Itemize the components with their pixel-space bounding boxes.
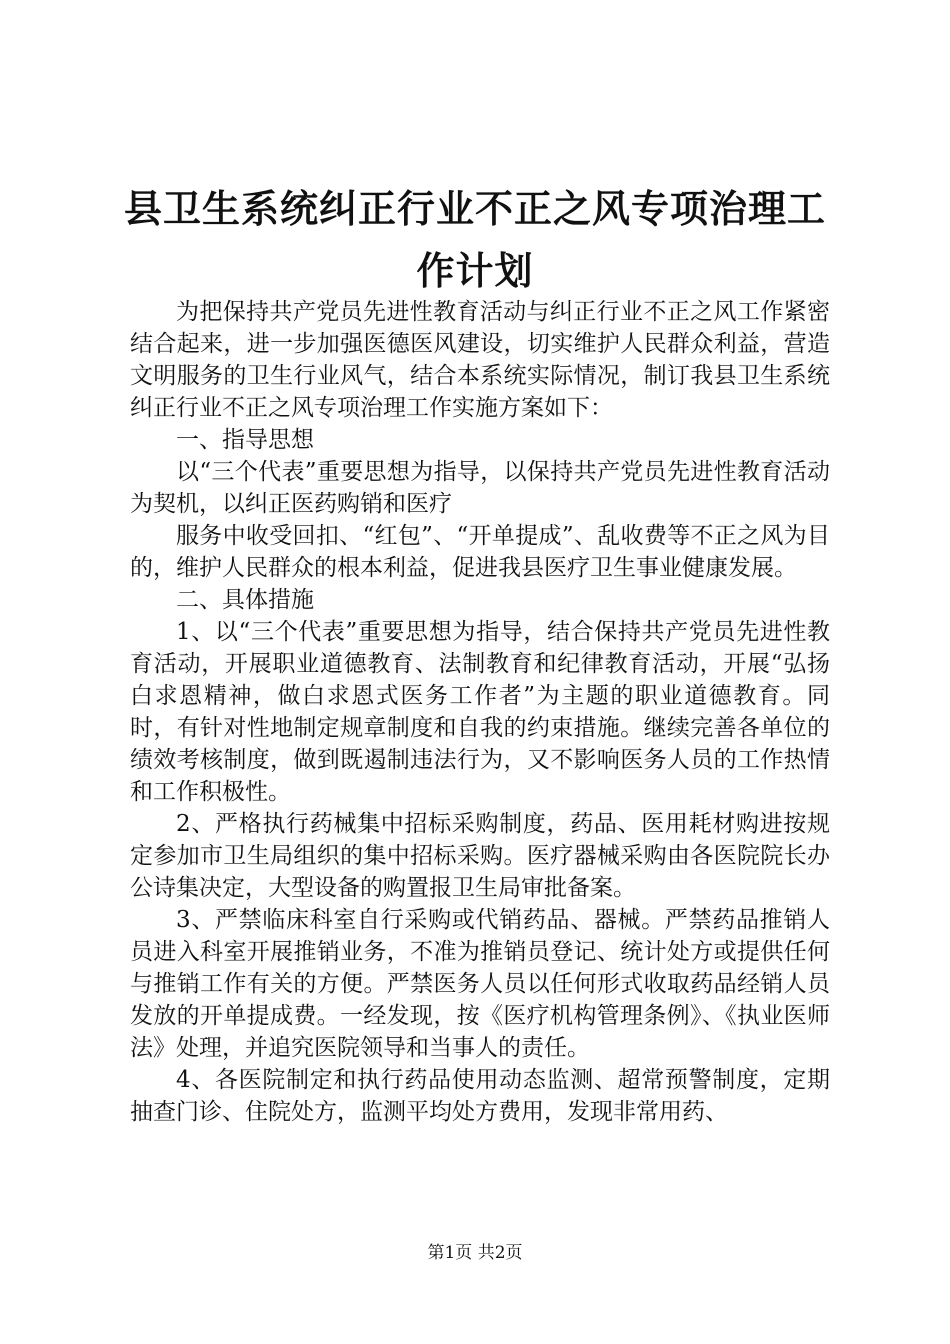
section-heading-specific-measures: 二、具体措施 (176, 587, 314, 613)
section-heading-guiding-ideology: 一、指导思想 (176, 427, 314, 453)
document-body (130, 296, 830, 1128)
page-number-footer: 第1页 共2页 (427, 1243, 523, 1263)
paragraph-guiding-ideology-2: 服务中收受回扣、“红包”、“开单提成”、乱收费等不正之风为目的，维护人民群众的根本利益，促进我县医疗卫生事业健康发展。 (130, 523, 830, 581)
page-title: 县卫生系统纠正行业不正之风专项治理工作计划 (123, 186, 826, 293)
paragraph-measure-1: 1、以“三个代表”重要思想为指导，结合保持共产党员先进性教育活动，开展职业道德教育、法制教育和纪律教育活动，开展“弘扬白求恩精神，做白求恩式医务工作者”为主题的职业道德教育。同时，有针对性地制定规章制度和自我的约束措施。继续完善各单位的绩效考核制度，做到既遏制违法行为，又不影响医务人员的工作热情和工作积极性。 (130, 619, 830, 805)
paragraph-guiding-ideology-1: 以“三个代表”重要思想为指导，以保持共产党员先进性教育活动为契机，以纠正医药购销和医疗 (130, 459, 830, 517)
paragraph-measure-4: 4、各医院制定和执行药品使用动态监测、超常预警制度，定期抽查门诊、住院处方，监测平均处方费用，发现非常用药、 (130, 1067, 830, 1125)
paragraph-measure-2: 2、严格执行药械集中招标采购制度，药品、医用耗材购进按规定参加市卫生局组织的集中招标采购。医疗器械采购由各医院院长办公诗集决定，大型设备的购置报卫生局审批备案。 (130, 811, 830, 901)
paragraph-measure-3: 3、严禁临床科室自行采购或代销药品、器械。严禁药品推销人员进入科室开展推销业务，不准为推销员登记、统计处方或提供任何与推销工作有关的方便。严禁医务人员以任何形式收取药品经销人员发放的开单提成费。一经发现，按《医疗机构管理条例》、《执业医师法》处理，并追究医院领导和当事人的责任。 (130, 907, 830, 1061)
paragraph-intro: 为把保持共产党员先进性教育活动与纠正行业不正之风工作紧密结合起来，进一步加强医德医风建设，切实维护人民群众利益，营造文明服务的卫生行业风气，结合本系统实际情况，制订我县卫生系统纠正行业不正之风专项治理工作实施方案如下： (130, 299, 830, 421)
